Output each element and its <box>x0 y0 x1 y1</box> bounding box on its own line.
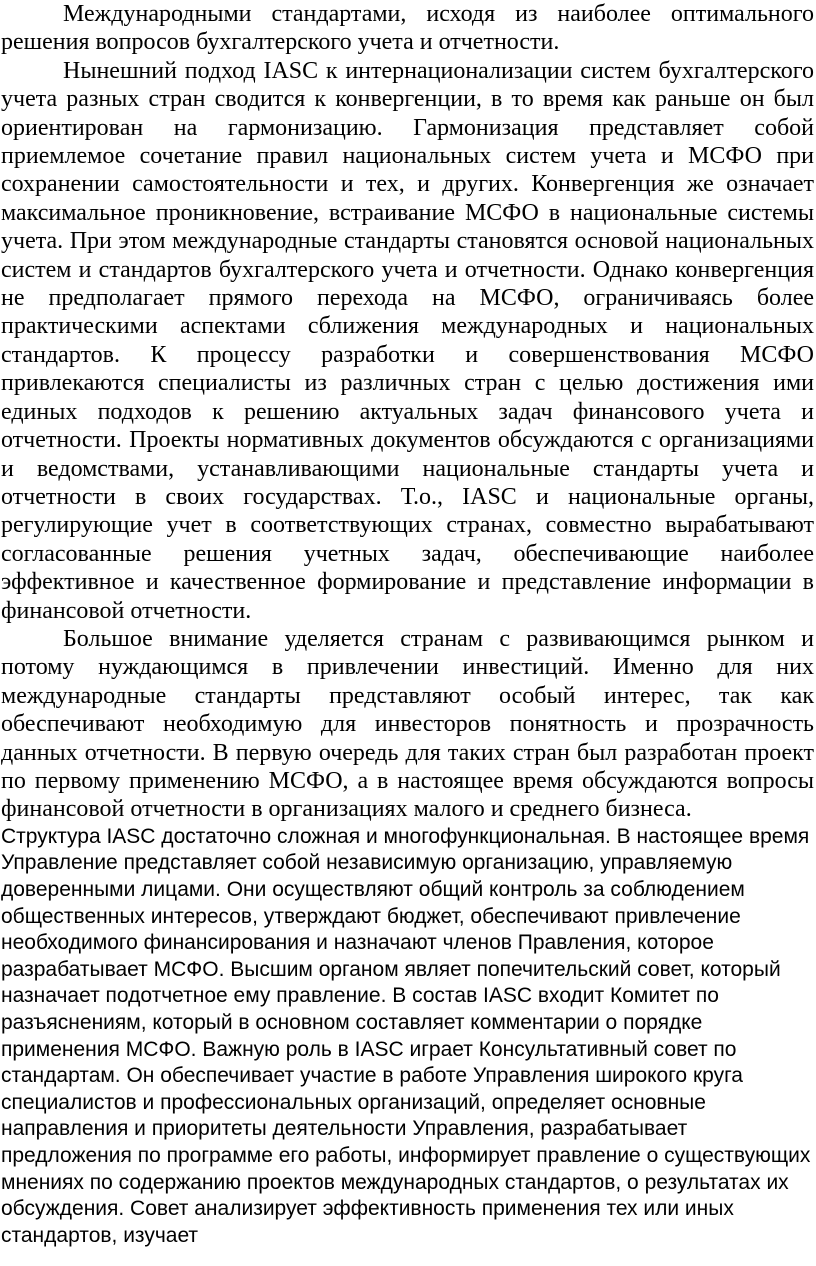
paragraph-convergence: Нынешний подход IASC к интернационализации систем бухгалтерского учета разных стран сводится к конвергенции, в то время как раньше он был ориентирован на гармонизацию. Гармонизация представляет собой приемлемое сочетание правил национальных систем учета и МСФО при сохранении самостоятельности и тех, и других. Конвергенция же означает максимальное проникновение, встраивание МСФО в национальные системы учета. При этом международные стандарты становятся основой национальных систем и стандартов бухгалтерского учета и отчетности. Однако конвергенция не предполагает прямого перехода на МСФО, ограничиваясь более практическими аспектами сближения международных и национальных стандартов. К процессу разработки и совершенствования МСФО привлекаются специалисты из различных стран с целью достижения ими единых подходов к решению актуальных задач финансового учета и отчетности. Проекты нормативных документов обсуждаются с организациями и ведомствами, устанавливающими национальные стандарты учета и отчетности в своих государствах. Т.о., IASC и национальные органы, регулирующие учет в соответствующих странах, совместно вырабатывают согласованные решения учетных задач, обеспечивающие наиболее эффективное и качественное формирование и представление информации в финансовой отчетности. <box>1 57 814 624</box>
paragraph-iasc-structure: Структура IASC достаточно сложная и многофункциональная. В настоящее время Управление представляет собой независимую организацию, управляемую доверенными лицами. Они осуществляют общий контроль за соблюдением общественных интересов, утверждают бюджет, обеспечивают привлечение необходимого финансирования и назначают членов Правления, которое разрабатывает МСФО. Высшим органом являет попечительский совет, который назначает подотчетное ему правление. В состав IASC входит Комитет по разъяснениям, который в основном составляет комментарии о порядке применения МСФО. Важную роль в IASC играет Консультативный совет по стандартам. Он обеспечивает участие в работе Управления широкого круга специалистов и профессиональных организаций, определяет основные направления и приоритеты деятельности Управления, разрабатывает предложения по программе его работы, информирует правление о существующих мнениях по содержанию проектов международных стандартов, о результатах их обсуждения. Совет анализирует эффективность применения тех или иных стандартов, изучает <box>1 824 811 1247</box>
paragraph-continuation: Международными стандартами, исходя из наиболее оптимального решения вопросов бухгалтерского учета и отчетности. <box>1 1 814 56</box>
paragraph-developing-markets: Большое внимание уделяется странам с развивающимся рынком и потому нуждающимся в привлечении инвестиций. Именно для них международные стандарты представляют особый интерес, так как обеспечивают необходимую для инвесторов понятность и прозрачность данных отчетности. В первую очередь для таких стран был разработан проект по первому применению МСФО, а в настоящее время обсуждаются вопросы финансовой отчетности в организациях малого и среднего бизнеса. <box>1 625 814 823</box>
